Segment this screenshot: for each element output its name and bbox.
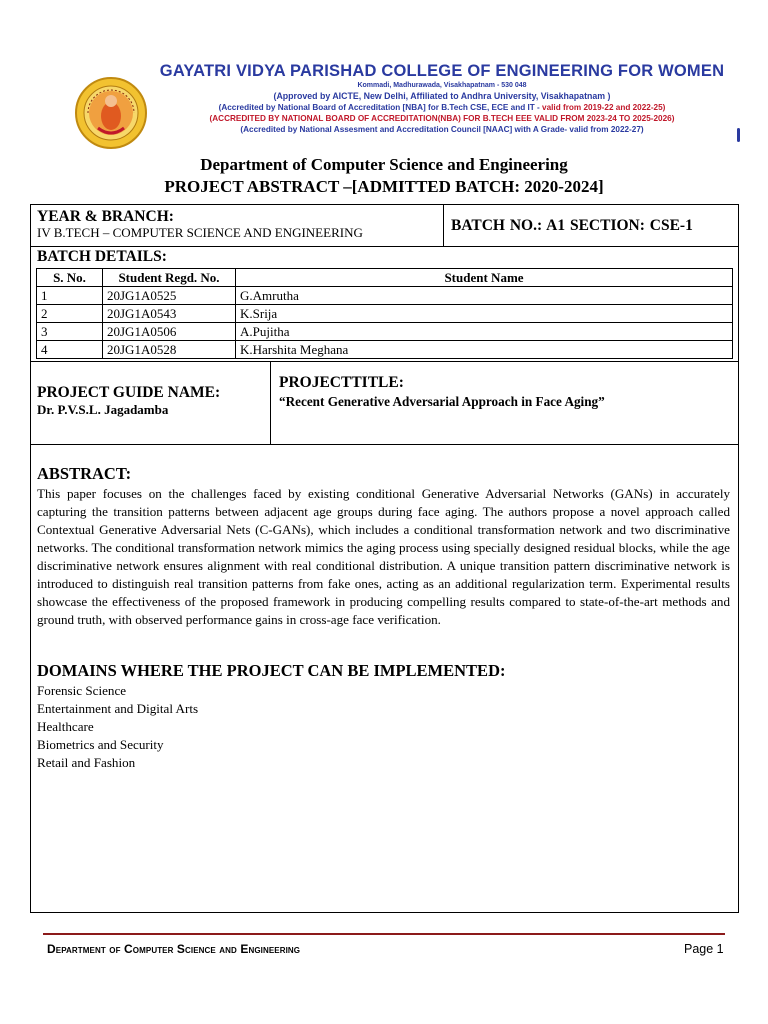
- letterhead: [70, 58, 730, 158]
- cell-student-name: K.Srija: [236, 305, 733, 323]
- col-header-student-name: Student Name: [236, 269, 733, 287]
- cell-sno: 4: [37, 341, 103, 359]
- college-seal-icon: [74, 76, 148, 150]
- guide-label: PROJECT GUIDE NAME:: [37, 384, 221, 401]
- guide-title-row: [31, 361, 738, 445]
- department-title: Department of Computer Science and Engineering: [200, 155, 568, 174]
- project-title-value: “Recent Generative Adversarial Approach in Face Aging”: [279, 394, 605, 409]
- table-row: [37, 323, 733, 341]
- project-title-cell: [271, 362, 738, 444]
- abstract-text: This paper focuses on the challenges faced by existing conditional Generative Adversarial Networks (GANs) in accurately capturing the transition patterns between adjacent age groups during face aging. The authors propose a novel approach called Contextual Generative Adversarial Nets (C-GANs), which includes a conditional transformation network and two discriminative networks. The conditional transformation network mimics the aging process using specially designed residual blocks, while the age discriminative network ensures alignment with real conditional distribution. A unique transition pattern discriminative network is introduced to distinguish real transition patterns from fake ones, acting as an additional regularization term. Experimental results showcase the effectiveness of the proposed framework in producing compelling results compared to state-of-the-art methods and ground truth, with observed performance gains in cross-age face verification.: [37, 486, 730, 627]
- list-item: Entertainment and Digital Arts: [37, 701, 199, 716]
- abstract-title: PROJECT ABSTRACT –[ADMITTED BATCH: 2020-2024]: [164, 177, 604, 196]
- students-table: [36, 268, 733, 359]
- abstract-form: [30, 204, 739, 913]
- col-header-regd-no: Student Regd. No.: [103, 269, 236, 287]
- table-header-row: [37, 269, 733, 287]
- cell-regd-no: 20JG1A0543: [103, 305, 236, 323]
- nba-line-prefix: (Accredited by National Board of Accreditation [NBA] for B.Tech CSE, ECE and IT -: [218, 103, 543, 112]
- page-number: Page 1: [684, 942, 724, 956]
- cell-sno: 2: [37, 305, 103, 323]
- nba-line: [154, 103, 730, 112]
- footer-department: Department of Computer Science and Engineering: [47, 942, 301, 956]
- abstract-label: ABSTRACT:: [37, 464, 132, 483]
- guide-cell: [31, 362, 271, 444]
- nba-eee-line: (ACCREDITED BY NATIONAL BOARD OF ACCREDITATION(NBA) FOR B.TECH EEE VALID FROM 2023-24 TO 2025-2026): [209, 114, 675, 123]
- cell-regd-no: 20JG1A0506: [103, 323, 236, 341]
- cell-regd-no: 20JG1A0528: [103, 341, 236, 359]
- batch-details-label: BATCH DETAILS:: [37, 248, 167, 265]
- college-name: GAYATRI VIDYA PARISHAD COLLEGE OF ENGINEERING FOR WOMEN: [159, 62, 725, 80]
- approval-line: (Approved by AICTE, New Delhi, Affiliated to Andhra University, Visakhapatnam ): [273, 91, 611, 101]
- cell-sno: 1: [37, 287, 103, 305]
- year-branch-label: YEAR & BRANCH:: [37, 208, 174, 225]
- nba-line-validity: valid from 2019-22 and 2022-25): [542, 103, 666, 112]
- footer-rule: [43, 933, 725, 935]
- list-item: Retail and Fashion: [37, 755, 136, 770]
- naac-line: (Accredited by National Assesment and Accreditation Council [NAAC] with A Grade- valid from 2022-27): [240, 125, 644, 134]
- list-item: Healthcare: [37, 719, 94, 734]
- college-address: Kommadi, Madhurawada, Visakhapatnam - 530 048: [357, 82, 527, 89]
- list-item: Forensic Science: [37, 683, 127, 698]
- domains-label: DOMAINS WHERE THE PROJECT CAN BE IMPLEMENTED:: [37, 661, 506, 680]
- year-branch-value: IV B.TECH – COMPUTER SCIENCE AND ENGINEERING: [37, 225, 363, 240]
- col-header-sno: S. No.: [37, 269, 103, 287]
- list-item: Biometrics and Security: [37, 737, 164, 752]
- year-batch-row: [31, 205, 738, 247]
- cell-student-name: A.Pujitha: [236, 323, 733, 341]
- table-row: [37, 305, 733, 323]
- cell-sno: 3: [37, 323, 103, 341]
- year-branch-cell: [31, 205, 444, 246]
- cell-student-name: G.Amrutha: [236, 287, 733, 305]
- table-row: [37, 287, 733, 305]
- table-row: [37, 341, 733, 359]
- guide-name: Dr. P.V.S.L. Jagadamba: [37, 402, 169, 417]
- batch-section-cell: BATCH NO.: A1 SECTION: CSE-1: [451, 217, 693, 234]
- domains-list: [37, 682, 198, 772]
- cell-student-name: K.Harshita Meghana: [236, 341, 733, 359]
- project-title-label: PROJECTTITLE:: [279, 374, 404, 391]
- letterhead-edge-mark: [737, 128, 740, 142]
- cell-regd-no: 20JG1A0525: [103, 287, 236, 305]
